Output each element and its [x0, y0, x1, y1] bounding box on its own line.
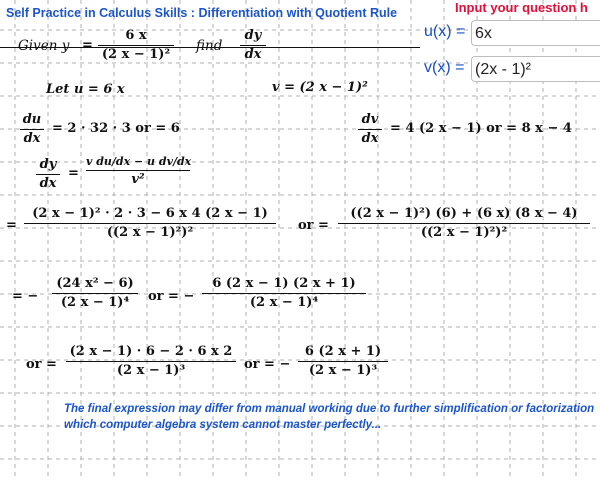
step2-or: or = −	[148, 289, 195, 304]
fraction-bar	[298, 361, 388, 362]
find-fraction	[240, 28, 266, 62]
step2-eq: = −	[12, 289, 39, 304]
step1-numerator: (2 x − 1)² · 2 · 3 − 6 x 4 (2 x − 1)	[32, 206, 268, 221]
step2-numerator: (24 x² − 6)	[56, 276, 134, 291]
fraction-bar	[36, 174, 60, 175]
step1-eq: =	[6, 218, 17, 233]
rule-numerator: v du/dx − u dv/dx	[86, 155, 192, 168]
step1-alt-denominator: ((2 x − 1)²)²	[420, 225, 508, 240]
step2-alt-denominator: (2 x − 1)⁴	[249, 295, 319, 310]
dy-numerator: dy	[39, 157, 57, 172]
step3-alt-fraction	[298, 344, 388, 378]
step2-alt-fraction	[202, 276, 366, 310]
step3-alt-numerator: 6 (2 x + 1)	[304, 344, 382, 359]
fraction-bar	[202, 293, 366, 294]
u-input-field[interactable]: 6x	[471, 20, 600, 46]
fraction-bar	[24, 223, 276, 224]
step2-denominator: (2 x − 1)⁴	[60, 295, 130, 310]
dy-dx-fraction	[36, 157, 60, 191]
fraction-bar	[98, 45, 174, 46]
step3-or: or =	[26, 357, 57, 372]
quotient-rule-fraction	[86, 155, 190, 187]
dv-value: = 4 (2 x − 1) or = 8 x − 4	[390, 121, 572, 136]
fraction-bar	[358, 129, 382, 130]
v-input-field[interactable]: (2x - 1)²	[471, 56, 600, 82]
given-denominator: (2 x − 1)²	[101, 47, 171, 62]
step1-or: or =	[298, 218, 329, 233]
step3-alt-denominator: (2 x − 1)³	[308, 363, 378, 378]
dy-denominator: dx	[39, 176, 57, 191]
fraction-bar	[66, 361, 236, 362]
fraction-bar	[20, 129, 44, 130]
rule-eq: =	[68, 166, 79, 181]
fraction-bar	[86, 170, 190, 171]
step3-denominator: (2 x − 1)³	[116, 363, 186, 378]
du-denominator: dx	[23, 131, 41, 146]
find-label: find	[196, 38, 223, 54]
step2-fraction	[52, 276, 138, 310]
given-underline	[0, 47, 420, 48]
du-numerator: du	[22, 112, 42, 127]
let-v: v = (2 x − 1)²	[272, 80, 368, 95]
given-numerator: 6 x	[125, 28, 147, 43]
dv-denominator: dx	[361, 131, 379, 146]
step3-fraction	[66, 344, 236, 378]
v-input-label: v(x) =	[424, 59, 465, 76]
input-prompt: Input your question h	[455, 0, 588, 15]
page-title: Self Practice in Calculus Skills : Differentiation with Quotient Rule	[6, 6, 398, 20]
step1-fraction	[24, 206, 276, 240]
note-line-2: which computer algebra system cannot master perfectly...	[64, 419, 382, 431]
u-input-label: u(x) =	[424, 23, 466, 40]
dv-dx-fraction	[358, 112, 382, 146]
find-numerator: dy	[244, 28, 262, 43]
fraction-bar	[240, 45, 266, 46]
step1-denominator: ((2 x − 1)²)²	[106, 225, 194, 240]
du-value: = 2 · 32 · 3 or = 6	[52, 121, 180, 136]
step2-alt-numerator: 6 (2 x − 1) (2 x + 1)	[212, 276, 356, 291]
step1-alt-numerator: ((2 x − 1)²) (6) + (6 x) (8 x − 4)	[350, 206, 578, 221]
step3-or2: or = −	[244, 357, 291, 372]
dv-numerator: dv	[361, 112, 379, 127]
fraction-bar	[338, 223, 590, 224]
du-dx-fraction	[20, 112, 44, 146]
let-u: Let u = 6 x	[46, 82, 125, 97]
step1-alt-fraction	[338, 206, 590, 240]
given-eq: =	[82, 38, 93, 53]
given-label: Given y	[18, 38, 70, 54]
step3-numerator: (2 x − 1) · 6 − 2 · 6 x 2	[69, 344, 233, 359]
find-denominator: dx	[244, 47, 262, 62]
given-fraction	[98, 28, 174, 62]
rule-denominator: v²	[131, 172, 145, 187]
fraction-bar	[52, 293, 138, 294]
note-line-1: The final expression may differ from manual working due to further simplification or factorization	[64, 403, 595, 415]
